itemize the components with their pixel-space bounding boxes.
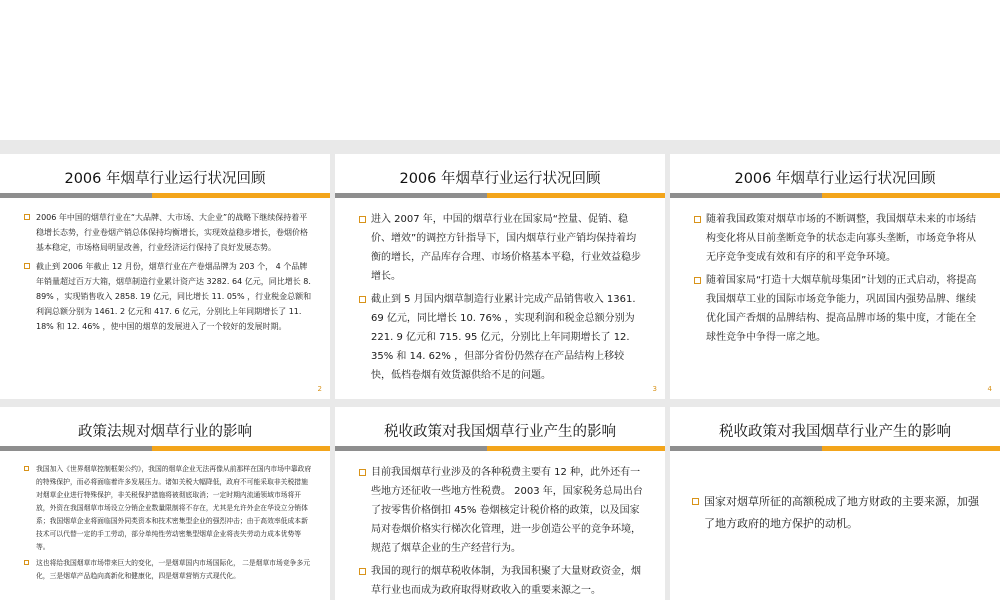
square-bullet-icon (359, 568, 366, 575)
square-bullet-icon (694, 216, 701, 223)
bullet-text: 截止到 5 月国内烟草制造行业累计完成产品销售收入 1361. 69 亿元，同比增长 10. 76% ，实现利润和税金总额分别为 221. 9 亿元和 715. 95 亿元，分别比上年同期增长了 12. 35% 和 14. 62% ，但部分省份仍然存在产品结构上移较快，低档卷烟有效货源供给不足的问题。 (371, 294, 636, 381)
slide-title: 2006 年烟草行业运行状况回顾 (399, 171, 601, 187)
middle-band (0, 399, 1000, 407)
bullet-text: 随着国家局“打造十大烟草航母集团”计划的正式启动，将提高我国烟草工业的国际市场竞争能力，巩固国内强势品牌、继续优化国产香烟的品牌结构、提高品牌市场的集中度，才能在全球性竞争中争得一席之地。 (706, 275, 977, 343)
slide-thumbnail-2[interactable] (0, 154, 330, 399)
bullet-text: 国家对烟草所征的高额税成了地方财政的主要来源，加强了地方政府的地方保护的动机。 (704, 495, 979, 530)
title-underline (335, 446, 665, 451)
top-band (0, 140, 1000, 154)
square-bullet-icon (24, 560, 29, 565)
title-underline (670, 193, 1000, 198)
title-underline (335, 193, 665, 198)
bullet-item (694, 210, 978, 267)
bullet-item (24, 210, 312, 255)
slide-title: 政策法规对烟草行业的影响 (78, 424, 252, 440)
slide-thumbnail-3[interactable] (335, 154, 665, 399)
bullet-text: 截止到 2006 年截止 12 月份，烟草行业在产卷烟品牌为 203 个， 4 个品牌年销量超过百万大箱，烟草制造行业累计资产达 3282. 64 亿元，同比增长 8. 89% ，实现销售收入 2858. 19 亿元，同比增长 11. 05% ，行业税金总额和利润总额分别为 1461. 2 亿元和 417. 6 亿元，分别比上年同期增长了 11. 18% 和 12. 46% ，使中国的烟草的发展进入了一个较好的发展时期。 (36, 262, 312, 331)
bullet-item (359, 210, 643, 286)
slide-content (24, 463, 312, 586)
page-number: 4 (987, 385, 992, 393)
slide-thumbnail-6[interactable] (335, 407, 665, 600)
title-underline (670, 446, 1000, 451)
title-underline (0, 446, 330, 451)
square-bullet-icon (24, 214, 30, 220)
bullet-item (24, 259, 312, 334)
bullet-text: 我国的现行的烟草税收体制，为我国积聚了大量财政资金，烟草行业也而成为政府取得财政收入的重要来源之一。 (371, 566, 641, 596)
slide-content (692, 491, 980, 539)
bullet-item (24, 463, 312, 554)
bullet-item (359, 463, 643, 558)
bullet-item (359, 290, 643, 385)
bullet-text: 我国加入《世界烟草控制框架公约》，我国的烟草企业无法再像从前那样在国内市场中靠政府的特殊保护，而必将面临着许多发展压力。诸如关税大幅降低，政府不可能采取非关税措施对烟草企业进行特殊保护，非关税保护措施将被彻底取消；一定时期内流通领域市场将开放，外资在我国烟草市场设立分销企业数量限制将不存在，尤其是允许外企在华设立分销体系；我国烟草企业将面临国外同类资本和技术密集型企业的强烈冲击；由于高效率低成本新技术可以代替一定的手工劳动，部分单纯性劳动密集型烟草企业将丧失劳动力成本优势等等。 (36, 465, 312, 551)
slide-content (359, 463, 643, 600)
slide-thumbnail-7[interactable] (670, 407, 1000, 600)
page-number: 3 (652, 385, 657, 393)
bullet-item (359, 562, 643, 600)
square-bullet-icon (359, 296, 366, 303)
slide-title: 税收政策对我国烟草行业产生的影响 (719, 424, 951, 440)
square-bullet-icon (692, 498, 699, 505)
bullet-text: 2006 年中国的烟草行业在“大品牌、大市场、大企业”的战略下继续保持着平稳增长态势，行业卷烟产销总体保持均衡增长，实现效益稳步增长，卷烟价格基本稳定，市场格局明显改善，行业经济运行保持了良好发展态势。 (36, 213, 308, 252)
slide-content (694, 210, 978, 351)
slide-title: 2006 年烟草行业运行状况回顾 (64, 171, 266, 187)
slide-title: 2006 年烟草行业运行状况回顾 (734, 171, 936, 187)
bullet-text: 目前我国烟草行业涉及的各种税费主要有 12 种，此外还有一些地方还征收一些地方性税费。 2003 年，国家税务总局出台了按零售价格倒扣 45% 卷烟核定计税价格的政策，以及国家局对卷烟价格实行梯次化管理，进一步创造公平的竞争环境，规范了烟草企业的生产经营行为。 (371, 467, 643, 554)
slide-title: 税收政策对我国烟草行业产生的影响 (384, 424, 616, 440)
page-number: 2 (317, 385, 322, 393)
slide-content (359, 210, 643, 389)
title-underline (0, 193, 330, 198)
bullet-item (694, 271, 978, 347)
bullet-item (24, 557, 312, 583)
square-bullet-icon (694, 277, 701, 284)
bullet-text: 随着我国政策对烟草市场的不断调整，我国烟草未来的市场结构变化将从目前垄断竞争的状态走向寡头垄断，市场竞争将从无序竞争变成有效和有序的和平竞争环境。 (706, 214, 976, 263)
slide-thumbnail-5[interactable] (0, 407, 330, 600)
square-bullet-icon (359, 469, 366, 476)
bullet-text: 进入 2007 年，中国的烟草行业在国家局“控量、促销、稳价、增效”的调控方针指导下，国内烟草行业产销均保持着均衡的增长，产品库存合理、市场价格基本平稳，行业效益稳步增长。 (371, 214, 641, 282)
square-bullet-icon (359, 216, 366, 223)
square-bullet-icon (24, 466, 29, 471)
slide-thumbnail-4[interactable] (670, 154, 1000, 399)
bullet-item (692, 491, 980, 535)
bullet-text: 这也将给我国烟草市场带来巨大的变化，一是烟草国内市场国际化， 二是烟草市场竞争多元化，三是烟草产品趋向高新化和健康化，四是烟草营销方式现代化。 (36, 559, 311, 580)
slide-content (24, 210, 312, 338)
square-bullet-icon (24, 263, 30, 269)
